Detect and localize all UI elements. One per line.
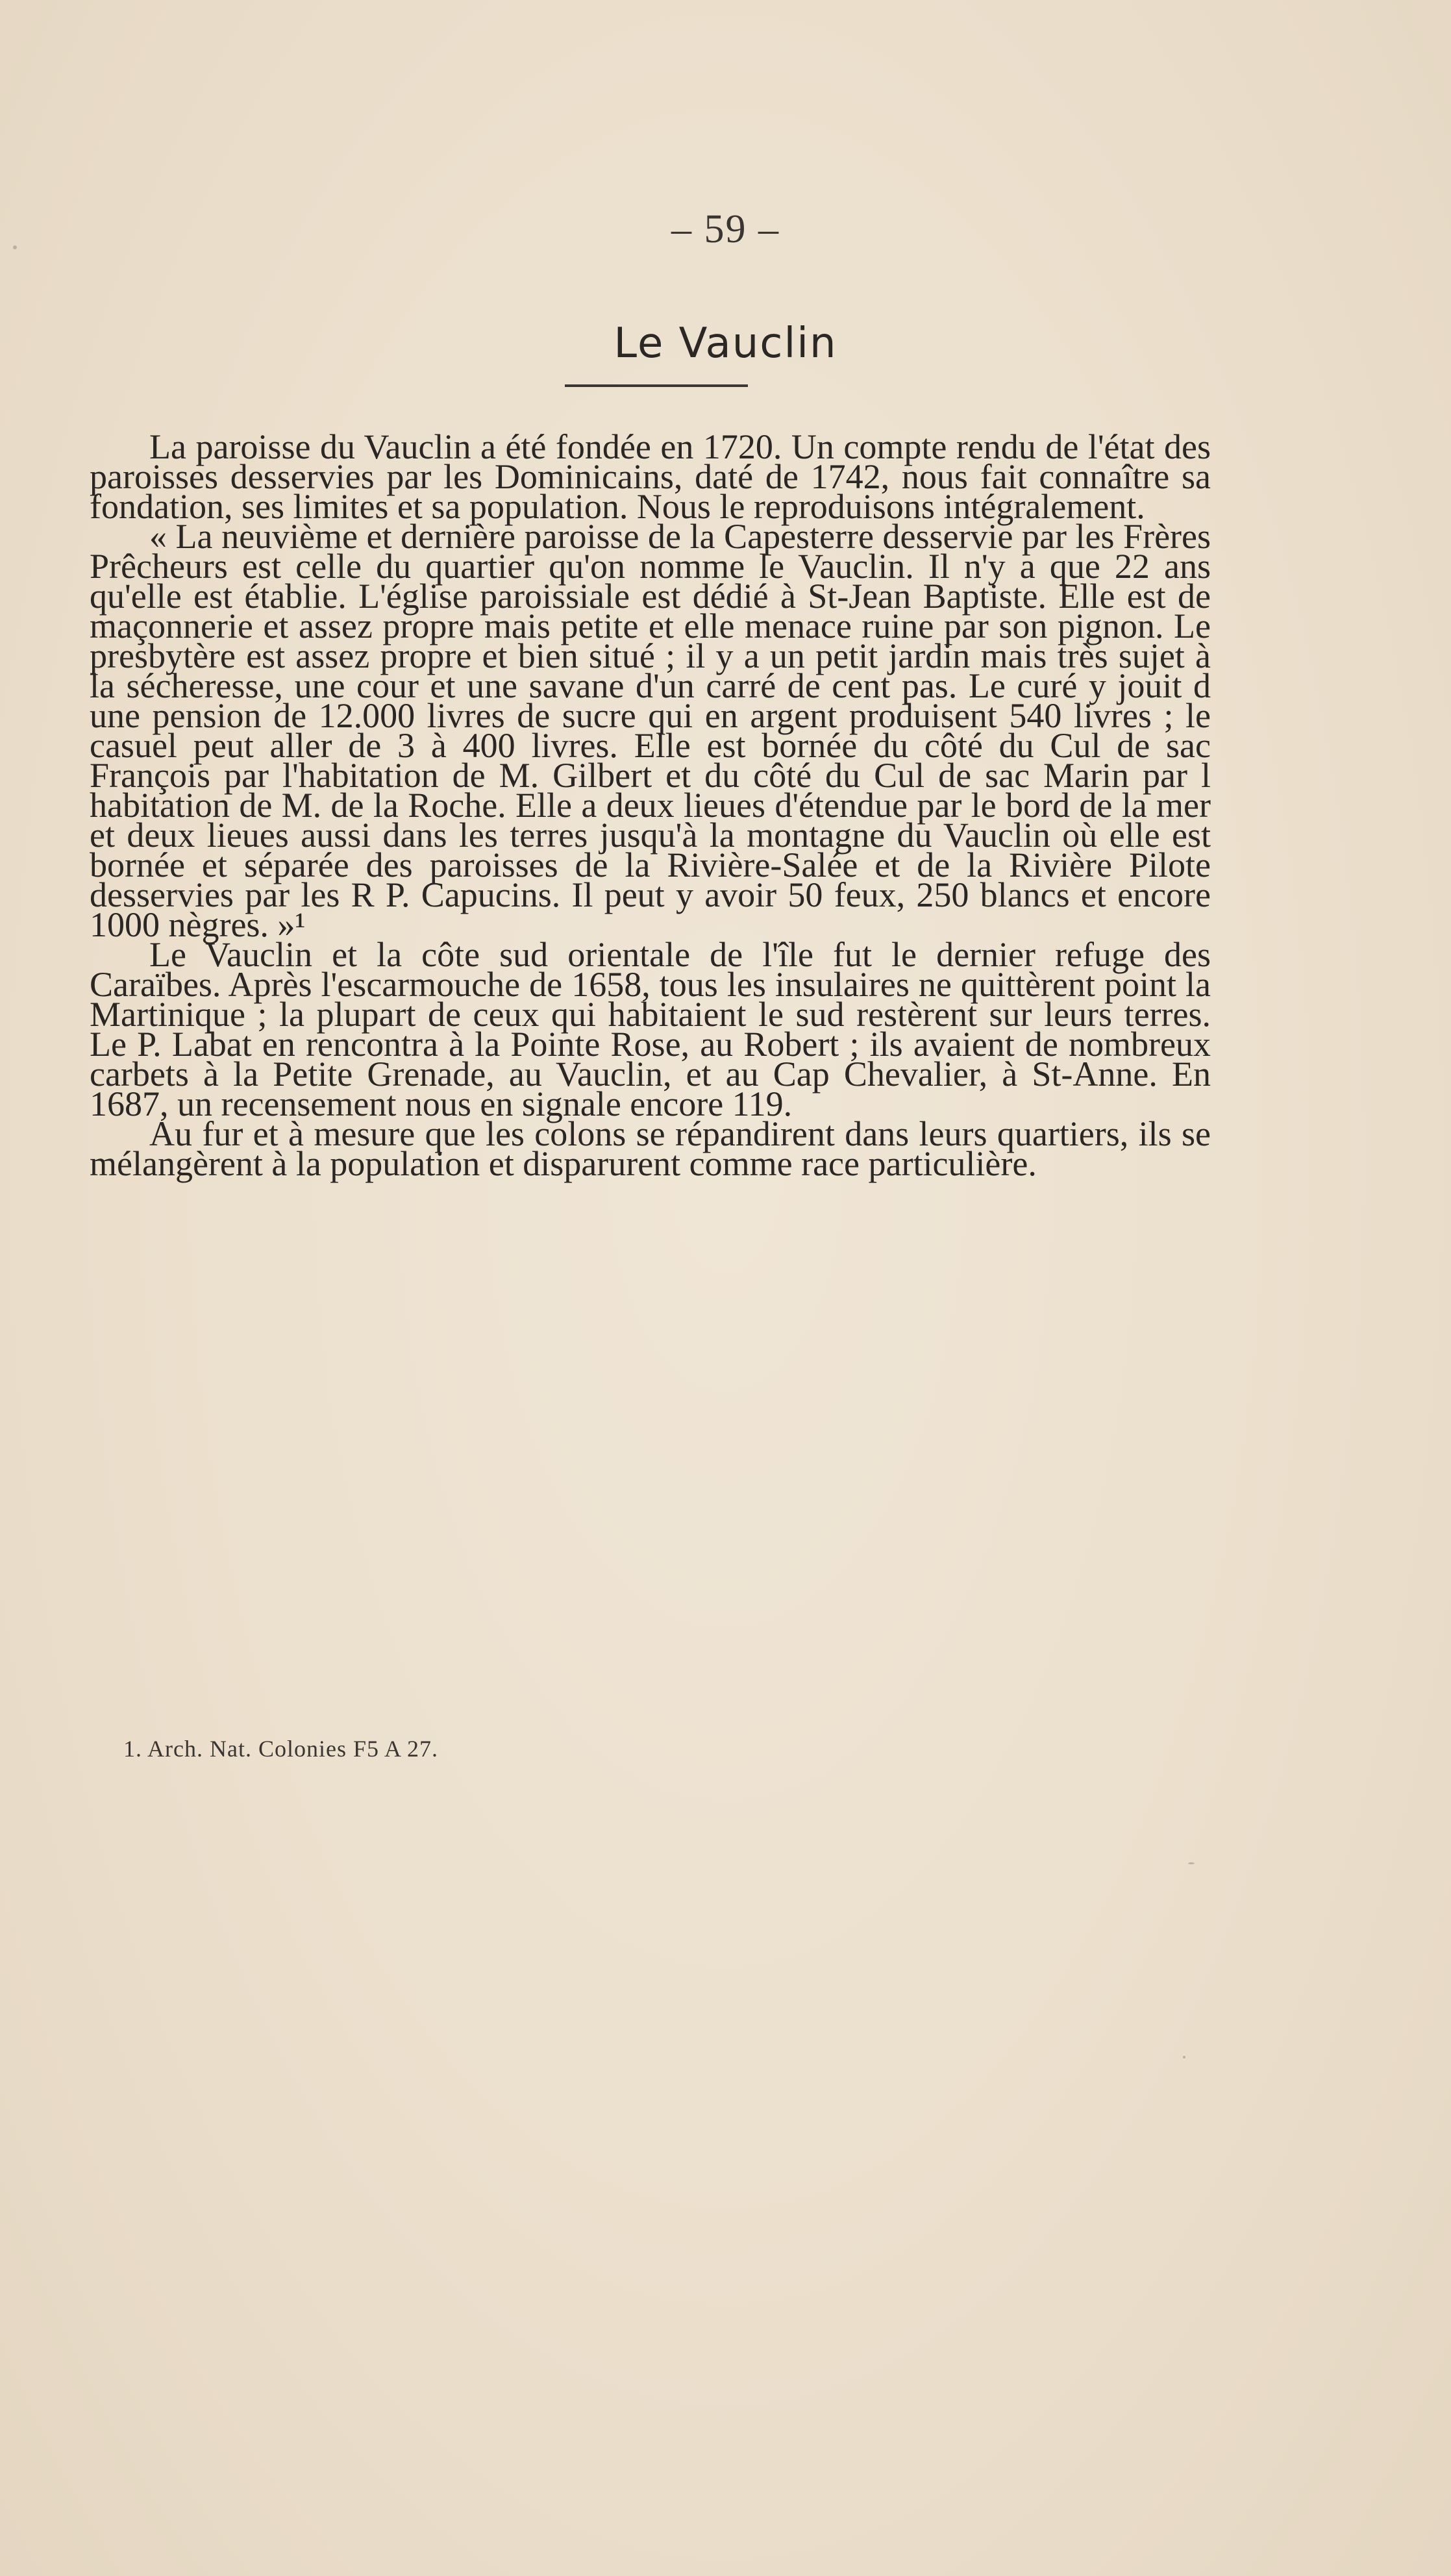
- footnote: 1. Arch. Nat. Colonies F5 A 27.: [123, 1736, 439, 1762]
- paper-speck: [13, 245, 17, 249]
- paper-speck: [1188, 1862, 1195, 1864]
- paragraph-1: La paroisse du Vauclin a été fondée en 1720. Un compte rendu de l'état des paroisses desservies par les Dominicains, daté de 1742, nous fait connaître sa fondation, ses limites et sa population. Nous le reproduisons intégralement.: [90, 427, 1211, 526]
- paragraph-3: Le Vauclin et la côte sud orientale de l'île fut le dernier refuge des Caraïbes. Après l'escarmouche de 1658, tous les insulaires ne quittèrent point la Martinique ; la plupart de ceux qui habitaient le sud restèrent sur leurs terres. Le P. Labat en rencontra à la Pointe Rose, au Robert ; ils avaient de nombreux carbets à la Petite Grenade, au Vauclin, et au Cap Chevalier, à St-Anne. En 1687, un recensement nous en signale encore 119.: [90, 935, 1211, 1123]
- body-text: [90, 427, 1211, 1183]
- page-number: – 59 –: [671, 207, 780, 251]
- paper-speck: [1183, 2056, 1185, 2058]
- paragraph-2: « La neuvième et dernière paroisse de la Capesterre desservie par les Frères Prêcheurs est celle du quartier qu'on nomme le Vauclin. Il n'y a que 22 ans qu'elle est établie. L'église paroissiale est dédié à St-Jean Baptiste. Elle est de maçonnerie et assez propre mais petite et elle menace ruine par son pignon. Le presbytère est assez propre et bien situé ; il y a un petit jardin mais très sujet à la sécheresse, une cour et une savane d'un carré de cent pas. Le curé y jouit d une pension de 12.000 livres de sucre qui en argent produisent 540 livres ; le casuel peut aller de 3 à 400 livres. Elle est bornée du côté du Cul de sac François par l'habitation de M. Gilbert et du côté du Cul de sac Marin par l habitation de M. de la Roche. Elle a deux lieues d'étendue par le bord de la mer et deux lieues aussi dans les terres jusqu'à la montagne du Vauclin où elle est bornée et séparée des paroisses de la Rivière-Salée et de la Rivière Pilote desservies par les R P. Capucins. Il peut y avoir 50 feux, 250 blancs et encore 1000 nègres. »¹: [90, 517, 1211, 944]
- page-title: Le Vauclin: [614, 319, 837, 368]
- paragraph-4: Au fur et à mesure que les colons se répandirent dans leurs quartiers, ils se mélangèrent à la population et disparurent comme race particulière.: [90, 1114, 1211, 1183]
- title-underline: [565, 384, 748, 387]
